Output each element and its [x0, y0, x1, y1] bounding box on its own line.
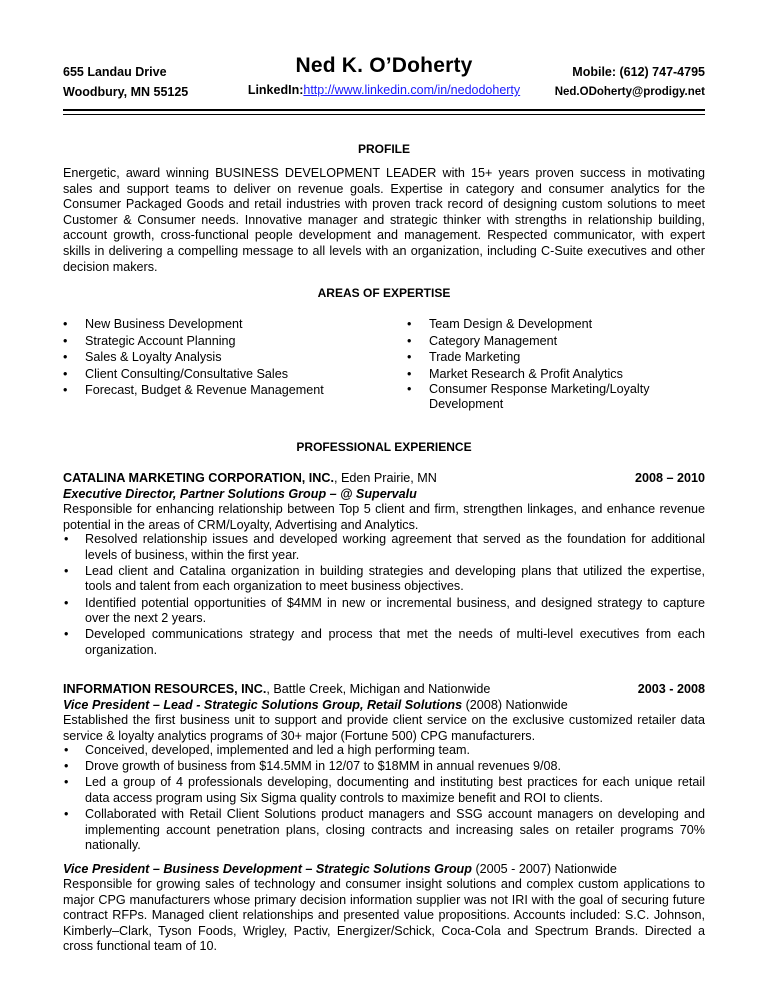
list-item: • Collaborated with Retail Client Solutions product managers and SSG account managers on developing and implementing account penetration plans, closing contracts and increasing sales on retailer programs 70% nationally.	[63, 807, 705, 854]
list-item: • Developed communications strategy and process that met the needs of multi-level executives from each organization.	[63, 627, 705, 658]
catalina-company-line	[63, 470, 705, 486]
iri-bullets-1	[63, 743, 705, 855]
list-item: • Consumer Response Marketing/Loyalty Development	[407, 382, 667, 412]
catalina-bullets	[63, 532, 705, 659]
experience-heading: PROFESSIONAL EXPERIENCE	[296, 440, 472, 454]
list-item: • Sales & Loyalty Analysis	[63, 349, 393, 366]
company-name: CATALINA MARKETING CORPORATION, INC.	[63, 471, 334, 485]
linkedin-link[interactable]: http://www.linkedin.com/in/nedodoherty	[303, 83, 521, 97]
list-item: • Conceived, developed, implemented and led a high performing team.	[63, 743, 705, 759]
expertise-heading: AREAS OF EXPERTISE	[317, 286, 451, 300]
mobile-number: Mobile: (612) 747-4795	[572, 65, 705, 79]
contact-block	[555, 62, 705, 102]
list-item: • New Business Development	[63, 316, 393, 333]
list-item: • Category Management	[407, 333, 667, 350]
expertise-list-left	[63, 316, 393, 399]
iri-role-1	[63, 697, 705, 713]
list-item: • Lead client and Catalina organization in building strategies and developing plans that utilized the expertise, tools and talent from each organization to meet business objectives.	[63, 564, 705, 595]
iri-role-2	[63, 861, 705, 877]
list-item: • Team Design & Development	[407, 316, 667, 333]
list-item: • Trade Marketing	[407, 349, 667, 366]
profile-heading: PROFILE	[357, 142, 410, 156]
linkedin-label: LinkedIn:	[247, 83, 304, 97]
company-name: INFORMATION RESOURCES, INC.	[63, 682, 267, 696]
iri-description-1: Established the first business unit to support and provide client service on the exclusive customized retailer data service & loyalty analytics programs of 30+ major (Fortune 500) CPG manufacturers.	[63, 713, 705, 743]
address-line1: 655 Landau Drive	[63, 65, 167, 79]
list-item: • Client Consulting/Consultative Sales	[63, 366, 393, 383]
list-item: • Strategic Account Planning	[63, 333, 393, 350]
email-address[interactable]: Ned.ODoherty@prodigy.net	[554, 86, 705, 98]
employment-dates: 2003 - 2008	[637, 682, 705, 696]
list-item: • Resolved relationship issues and developed working agreement that served as the foundation for additional levels of business, within the first year.	[63, 532, 705, 563]
company-location: , Eden Prairie, MN	[333, 471, 437, 485]
list-item: • Market Research & Profit Analytics	[407, 366, 667, 383]
address-line2: Woodbury, MN 55125	[63, 85, 189, 99]
employment-dates: 2008 – 2010	[634, 471, 705, 485]
header-divider-thick	[63, 109, 705, 111]
expertise-list-right	[407, 316, 667, 412]
iri-company-line	[63, 681, 705, 697]
profile-text: Energetic, award winning BUSINESS DEVELOPMENT LEADER with 15+ years proven success in motivating sales and support teams to deliver on revenue goals. Expertise in category and consumer analytics for the Consumer Packaged Goods and retail industries with proven track record of designing custom solutions to meet Customer & Consumer needs. Innovative manager and strategic thinker with strengths in relationship building, account growth, cross-functional people development and management. Respected communicator, with expert skills in delivering a compelling message to all levels with an organization, including C-Suite executives and other decision makers.	[63, 166, 705, 274]
role-suffix: (2005 - 2007) Nationwide	[471, 862, 617, 876]
role-title: Vice President – Business Development – Strategic Solutions Group	[63, 862, 472, 876]
resume-page	[63, 0, 705, 954]
role-title: Executive Director, Partner Solutions Group – @ Supervalu	[63, 487, 417, 501]
iri-description-2: Responsible for growing sales of technology and consumer insight solutions and complex custom applications to major CPG manufacturers whose primary decision information supplier was not IRI with the goal of securing future contract RFPs. Managed client relationships and presented value propositions. Accounts included: S.C. Johnson, Kimberly–Clark, Tyson Foods, Wrigley, Pactiv, Energizer/Schick, Coca-Cola and Spectrum Brands. Directed a cross functional team of 10.	[63, 877, 705, 954]
list-item: • Forecast, Budget & Revenue Management	[63, 382, 393, 399]
candidate-name: Ned K. O’Doherty	[295, 54, 473, 77]
company-location: , Battle Creek, Michigan and Nationwide	[266, 682, 491, 696]
role-title: Vice President – Lead - Strategic Solutions Group, Retail Solutions	[63, 698, 463, 712]
list-item: • Led a group of 4 professionals developing, documenting and instituting best practices for each unique retail data access program using Six Sigma quality controls to maximize benefit and ROI to clients.	[63, 775, 705, 806]
list-item: • Drove growth of business from $14.5MM in 12/07 to $18MM in annual revenues 9/08.	[63, 759, 705, 775]
list-item: • Identified potential opportunities of $4MM in new or incremental business, and designed strategy to capture over the next 2 years.	[63, 596, 705, 627]
resume-header	[63, 0, 705, 102]
header-divider-thin	[63, 114, 705, 115]
catalina-description: Responsible for enhancing relationship between Top 5 client and firm, strengthen linkages, and enhance revenue potential in the areas of CRM/Loyalty, Advertising and Analytics.	[63, 502, 705, 532]
catalina-role	[63, 486, 705, 502]
role-suffix: (2008) Nationwide	[462, 698, 568, 712]
